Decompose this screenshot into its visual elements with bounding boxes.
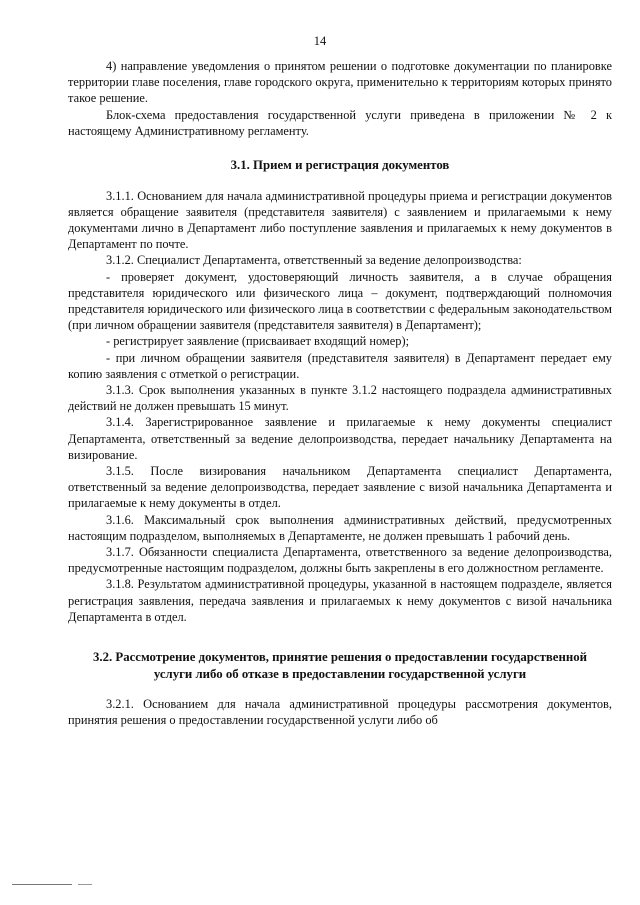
paragraph: 3.1.4. Зарегистрированное заявление и прилагаемые к нему документы специалист Департамента, ответственный за ведение делопроизводства, передает начальнику Департамента на визирование. bbox=[68, 415, 612, 462]
paragraph: - при личном обращении заявителя (представителя заявителя) в Департамент передает ему копию заявления с отметкой о регистрации. bbox=[68, 350, 612, 381]
paragraph: 3.1.7. Обязанности специалиста Департамента, ответственного за ведение делопроизводства, предусмотренные настоящим подразделом, должны быть закреплены в его должностном регламенте. bbox=[68, 544, 612, 576]
paragraph: 3.1.8. Результатом административной процедуры, указанной в настоящем подразделе, является регистрация заявления, передача заявления и прилагаемых к нему документов с визой начальника Департамента в отдел. bbox=[68, 577, 612, 624]
paragraph: - проверяет документ, удостоверяющий личность заявителя, а в случае обращения представителя юридического или физического лица – документ, подтверждающий полномочия представителя юридического или физического лица в соответствии с федеральным законодательством (при личном обращении заявителя (представителя заявителя) в Департамент); bbox=[68, 269, 612, 333]
page-number: 14 bbox=[313, 34, 327, 48]
paragraph: 3.1.3. Срок выполнения указанных в пункте 3.1.2 настоящего подраздела административных действий не должен превышать 15 минут. bbox=[68, 382, 612, 414]
paragraph: 3.1.6. Максимальный срок выполнения административных действий, предусмотренных настоящим подразделом, выполняемых в Департаменте, не должен превышать 1 рабочий день. bbox=[68, 512, 612, 543]
paragraph: - регистрирует заявление (присваивает входящий номер); bbox=[106, 334, 410, 349]
footer-rule-mark bbox=[78, 884, 92, 885]
document-body bbox=[68, 58, 612, 728]
paragraph: 3.1.5. После визирования начальником Департамента специалист Департамента, ответственный за ведение делопроизводства, передает заявление с визой начальника Департамента и прилагаемые к нему документы в отдел. bbox=[68, 463, 612, 511]
paragraph: 3.1.1. Основанием для начала административной процедуры приема и регистрации документов является обращение заявителя (представителя заявителя) с заявлением и прилагаемыми к нему документами лично в Департамент либо поступление заявления и прилагаемых к нему документов в Департамент по почте. bbox=[68, 188, 612, 252]
paragraph: 4) направление уведомления о принятом решении о подготовке документации по планировке территории главе поселения, главе городского округа, применительно к территориям которых принято такое решение. bbox=[68, 59, 612, 106]
paragraph: 3.2.1. Основанием для начала административной процедуры рассмотрения документов, принятия решения о предоставлении государственной услуги либо об bbox=[68, 697, 612, 728]
section-heading-3-2: 3.2. Рассмотрение документов, принятие решения о предоставлении государственной услуги либо об отказе в предоставлении государственной услуги bbox=[93, 650, 587, 681]
paragraph: 3.1.2. Специалист Департамента, ответственный за ведение делопроизводства: bbox=[106, 253, 522, 268]
footer-rule bbox=[12, 884, 72, 885]
paragraph: Блок-схема предоставления государственной услуги приведена в приложении № 2 к настоящему Административному регламенту. bbox=[68, 107, 612, 138]
section-heading-3-1: 3.1. Прием и регистрация документов bbox=[230, 158, 450, 173]
